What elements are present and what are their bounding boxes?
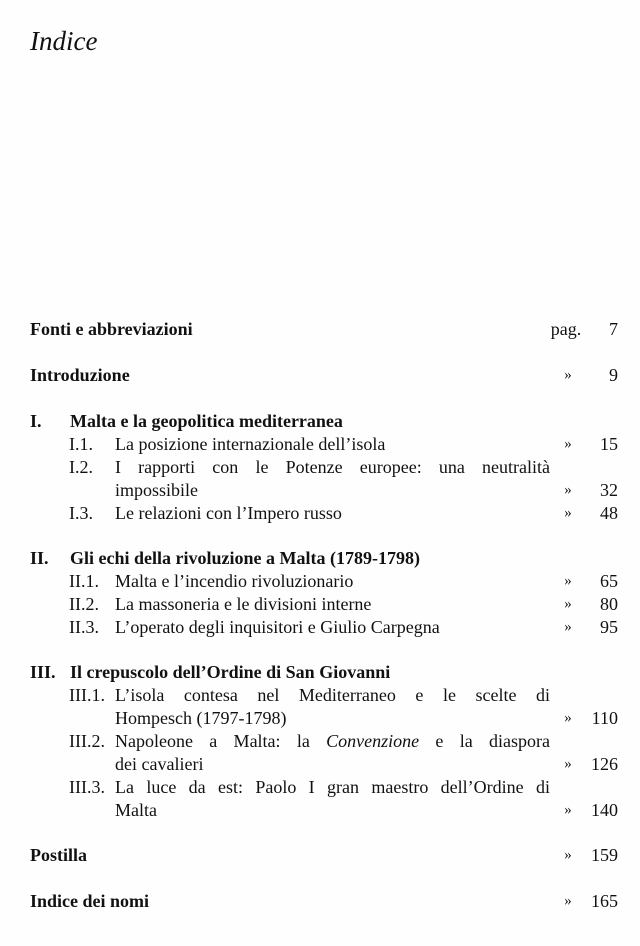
section-number: I.1. [69, 434, 93, 454]
ditto-mark: » [564, 505, 572, 521]
page-number: 165 [591, 891, 618, 911]
section-title: L’operato degli inquisitori e Giulio Carpegna [115, 617, 440, 637]
chapter-title: Gli echi della rivoluzione a Malta (1789-1798) [70, 548, 420, 568]
chapter-number: III. [30, 662, 56, 682]
page-number: 9 [609, 365, 618, 385]
ditto-mark: » [564, 893, 572, 909]
entry-label: Introduzione [30, 365, 130, 385]
chapter-title: Malta e la geopolitica mediterranea [70, 411, 343, 431]
toc-entry-iii-1[interactable] [30, 684, 618, 707]
page-number: 48 [600, 503, 618, 523]
ditto-mark: » [564, 619, 572, 635]
ditto-mark: » [564, 756, 572, 772]
section-title-cont: impossibile [115, 480, 199, 500]
entry-label: Postilla [30, 845, 87, 865]
page-number: 32 [600, 480, 618, 500]
section-title: I rapporti con le Potenze europee: una neutralità [115, 457, 550, 477]
italic-title-part: Convenzione [326, 731, 420, 751]
section-title: La massoneria e le divisioni interne [115, 594, 372, 614]
toc-entry-iii-3-cont[interactable] [30, 799, 618, 822]
ditto-mark: » [564, 802, 572, 818]
page-title: Indice [30, 26, 98, 56]
page-number: 110 [591, 708, 618, 728]
ditto-mark: » [564, 482, 572, 498]
page-number: 140 [591, 800, 618, 820]
section-title: La posizione internazionale dell’isola [115, 434, 386, 454]
page-number: 159 [591, 845, 618, 865]
page-number: 126 [591, 754, 618, 774]
page-prefix: pag. [550, 319, 582, 339]
ditto-mark: » [564, 436, 572, 452]
chapter-heading-2[interactable] [30, 547, 618, 570]
ditto-mark: » [564, 573, 572, 589]
title-part: Napoleone a Malta: la [115, 731, 327, 751]
chapter-number: I. [30, 411, 42, 431]
page-number: 95 [600, 617, 618, 637]
ditto-mark: » [564, 367, 572, 383]
section-number: III.3. [69, 777, 105, 797]
toc-entry-i-2-cont[interactable] [30, 479, 618, 502]
section-number: I.2. [69, 457, 93, 477]
toc-entry-ii-3[interactable] [30, 616, 618, 639]
toc-entry-i-2[interactable] [30, 456, 618, 479]
section-number: III.1. [69, 685, 105, 705]
section-title-cont: Hompesch (1797-1798) [115, 708, 287, 728]
section-title-cont: dei cavalieri [115, 754, 204, 774]
section-title [115, 730, 550, 753]
toc-entry-iii-2[interactable] [30, 730, 618, 753]
page-number: 80 [600, 594, 618, 614]
entry-label: Indice dei nomi [30, 891, 150, 911]
toc-entry-i-1[interactable] [30, 433, 618, 456]
toc-entry-iii-3[interactable] [30, 776, 618, 799]
toc-entry-postilla[interactable] [30, 844, 618, 867]
page-number: 15 [600, 434, 618, 454]
chapter-heading-3[interactable] [30, 661, 618, 684]
toc-entry-iii-2-cont[interactable] [30, 753, 618, 776]
section-title: Malta e l’incendio rivoluzionario [115, 571, 354, 591]
toc-entry-ii-1[interactable] [30, 570, 618, 593]
table-of-contents [30, 318, 618, 913]
section-number: II.3. [69, 617, 99, 637]
page-number: 7 [609, 319, 618, 339]
section-title: La luce da est: Paolo I gran maestro dell’Ordine di [115, 777, 550, 797]
toc-entry-fonti[interactable] [30, 318, 618, 341]
ditto-mark: » [564, 710, 572, 726]
section-number: I.3. [69, 503, 93, 523]
section-number: II.1. [69, 571, 99, 591]
entry-label: Fonti e abbreviazioni [30, 319, 193, 339]
toc-entry-ii-2[interactable] [30, 593, 618, 616]
toc-entry-iii-1-cont[interactable] [30, 707, 618, 730]
ditto-mark: » [564, 847, 572, 863]
chapter-heading-1[interactable] [30, 410, 618, 433]
title-part: e la diaspora [419, 731, 550, 751]
toc-entry-indice-nomi[interactable] [30, 890, 618, 913]
chapter-number: II. [30, 548, 49, 568]
section-title: Le relazioni con l’Impero russo [115, 503, 342, 523]
section-title-cont: Malta [115, 800, 157, 820]
ditto-mark: » [564, 596, 572, 612]
toc-entry-i-3[interactable] [30, 502, 618, 525]
section-title: L’isola contesa nel Mediterraneo e le scelte di [115, 685, 550, 705]
page-number: 65 [600, 571, 618, 591]
chapter-title: Il crepuscolo dell’Ordine di San Giovanni [70, 662, 391, 682]
section-number: III.2. [69, 731, 105, 751]
section-number: II.2. [69, 594, 99, 614]
toc-entry-introduzione[interactable] [30, 364, 618, 387]
